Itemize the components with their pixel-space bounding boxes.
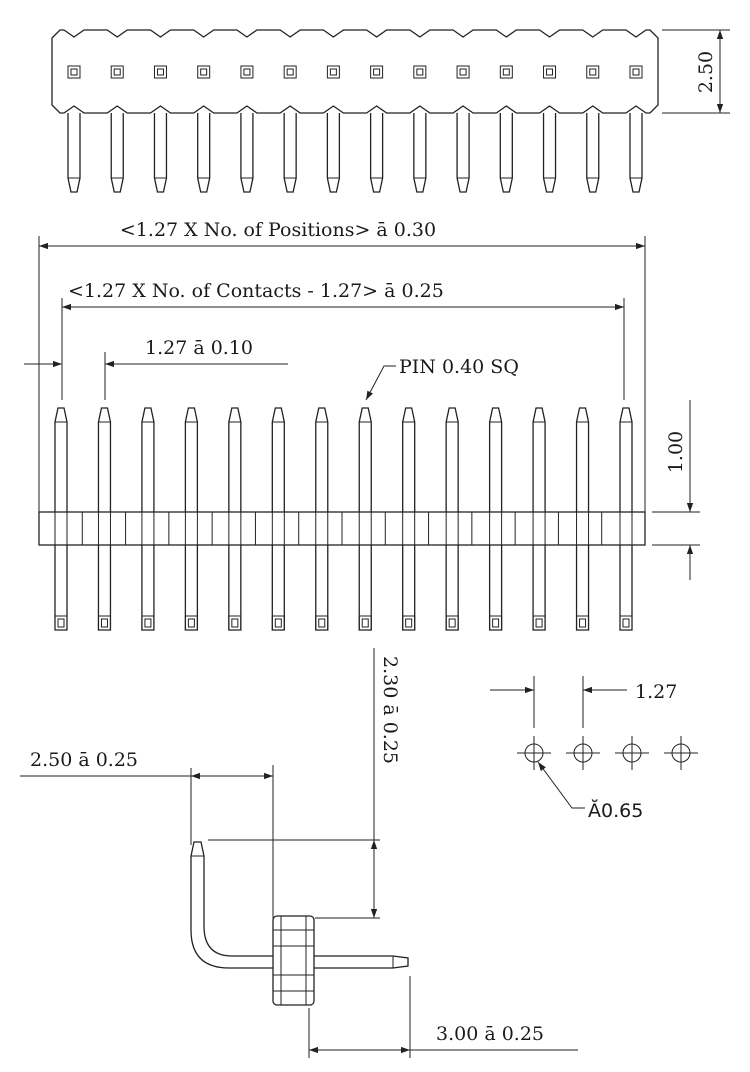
pcb-holes: [517, 736, 698, 770]
contacts-span-dimension: [62, 280, 624, 307]
front-pin-end: [620, 616, 632, 630]
top-pin: [284, 113, 296, 192]
top-height-dimension: [662, 30, 730, 113]
tail-length-dimension: [208, 648, 401, 918]
front-pin-lower: [359, 545, 371, 630]
front-pin-lower: [185, 545, 197, 630]
front-pin-end-inner: [275, 619, 281, 627]
front-pin-upper: [403, 408, 415, 512]
front-pin-end-inner: [406, 619, 412, 627]
front-pin-end-inner: [188, 619, 194, 627]
pin-size-label: PIN 0.40 SQ: [399, 356, 519, 378]
body-thickness-dimension: [652, 400, 700, 580]
side-view: [20, 648, 578, 1058]
front-view: [24, 219, 700, 630]
hole-diameter-label: Ă0.65: [588, 800, 644, 822]
front-pin-end: [272, 616, 284, 630]
top-pin: [544, 113, 556, 192]
top-pin: [241, 113, 253, 192]
front-pin-end: [533, 616, 545, 630]
front-pin-lower: [98, 545, 110, 630]
front-pin-lower: [577, 545, 589, 630]
front-pin-lower: [316, 545, 328, 630]
front-pin-lower: [620, 545, 632, 630]
front-view-housing: [39, 512, 645, 545]
front-pin-upper: [533, 408, 545, 512]
top-view: [52, 30, 730, 192]
front-pin-end: [98, 616, 110, 630]
front-pin-upper: [577, 408, 589, 512]
pitch-label: 1.27 ā 0.10: [145, 337, 254, 359]
body-thickness-label: 1.00: [665, 430, 687, 474]
front-pin-upper: [272, 408, 284, 512]
contacts-span-label: <1.27 X No. of Contacts - 1.27> ā 0.25: [68, 280, 444, 302]
post-length-label: 3.00 ā 0.25: [436, 1023, 545, 1045]
bend-offset-label: 2.50 ā 0.25: [30, 749, 139, 771]
front-pin-end: [55, 616, 67, 630]
top-view-housing: [52, 30, 658, 113]
top-pin: [587, 113, 599, 192]
top-pin: [371, 113, 383, 192]
top-pin: [457, 113, 469, 192]
front-pin-end-inner: [623, 619, 629, 627]
front-pin-end: [446, 616, 458, 630]
overall-length-dimension: [39, 219, 645, 246]
front-pin-end-inner: [580, 619, 586, 627]
front-pin-upper: [316, 408, 328, 512]
front-pin-end-inner: [493, 619, 499, 627]
overall-length-label: <1.27 X No. of Positions> ā 0.30: [119, 219, 437, 241]
pin-size-leader: [366, 356, 519, 400]
front-pin-lower: [490, 545, 502, 630]
side-housing: [273, 916, 314, 1005]
front-view-pin-ends: [55, 616, 632, 630]
top-height-label: 2.50: [695, 50, 717, 94]
top-pin: [154, 113, 166, 192]
front-pin-end: [577, 616, 589, 630]
front-pin-end: [490, 616, 502, 630]
front-pin-upper: [229, 408, 241, 512]
front-pin-upper: [446, 408, 458, 512]
top-pin: [327, 113, 339, 192]
front-pin-end: [142, 616, 154, 630]
bend-offset-dimension: [20, 749, 273, 918]
front-pin-upper: [55, 408, 67, 512]
front-pin-upper: [142, 408, 154, 512]
tail-length-label: 2.30 ā 0.25: [379, 655, 401, 765]
front-pin-upper: [620, 408, 632, 512]
pcb-layout: [490, 676, 698, 822]
front-pin-end-inner: [449, 619, 455, 627]
pitch-dimension: [24, 337, 288, 364]
post-length-dimension: [309, 976, 578, 1058]
front-pin-end-inner: [362, 619, 368, 627]
front-pin-upper: [359, 408, 371, 512]
top-pin: [111, 113, 123, 192]
front-pin-lower: [272, 545, 284, 630]
front-pin-lower: [446, 545, 458, 630]
front-pin-upper: [185, 408, 197, 512]
front-pin-lower: [229, 545, 241, 630]
top-view-pins: [68, 113, 642, 192]
front-pin-upper: [490, 408, 502, 512]
front-pin-end: [359, 616, 371, 630]
front-pin-lower: [55, 545, 67, 630]
front-pin-end-inner: [101, 619, 107, 627]
front-pin-end: [229, 616, 241, 630]
top-pin: [414, 113, 426, 192]
pcb-pitch-label: 1.27: [635, 681, 678, 703]
front-pin-upper: [98, 408, 110, 512]
front-pin-end-inner: [319, 619, 325, 627]
front-pin-lower: [403, 545, 415, 630]
front-pin-end: [403, 616, 415, 630]
front-pin-lower: [142, 545, 154, 630]
front-pin-lower: [533, 545, 545, 630]
front-pin-end-inner: [58, 619, 64, 627]
front-pin-end-inner: [232, 619, 238, 627]
front-pin-end: [316, 616, 328, 630]
front-pin-end-inner: [145, 619, 151, 627]
front-pin-end: [185, 616, 197, 630]
top-pin: [500, 113, 512, 192]
top-pin: [198, 113, 210, 192]
front-pin-end-inner: [536, 619, 542, 627]
top-pin: [630, 113, 642, 192]
top-pin: [68, 113, 80, 192]
